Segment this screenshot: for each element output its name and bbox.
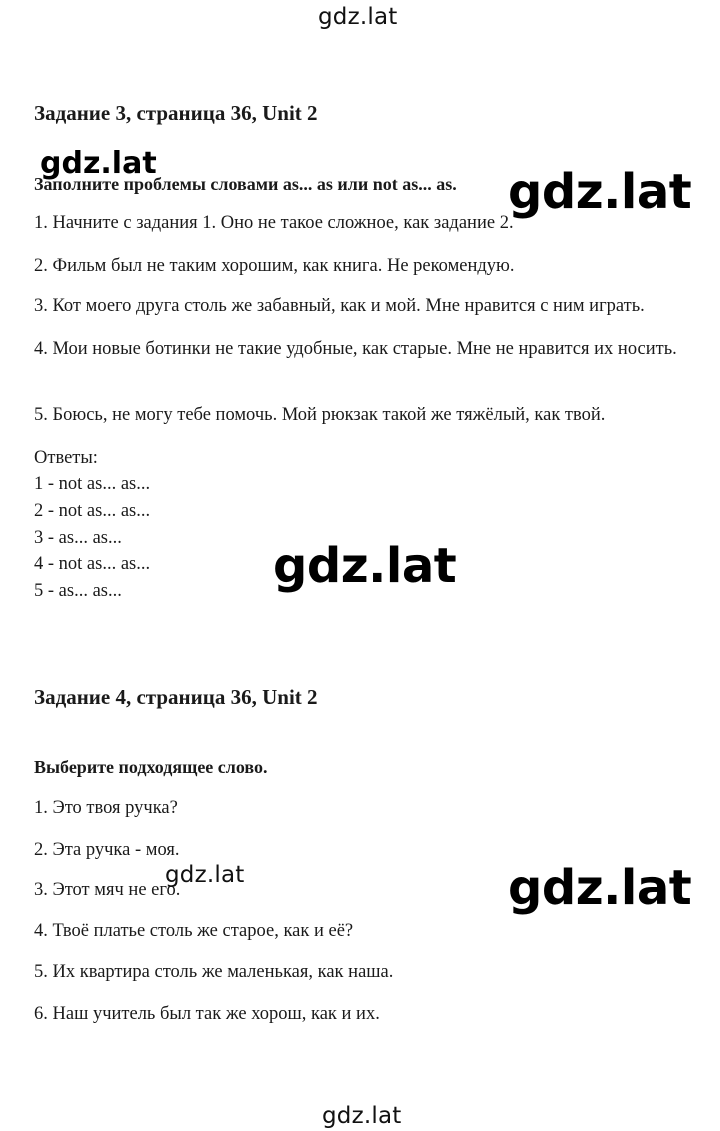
task3-sentence-3: 3. Кот моего друга столь же забавный, как и мой. Мне нравится с ним играть. [34,296,645,316]
answer-5: 5 - as... as... [34,581,122,601]
task3-sentence-4: 4. Мои новые ботинки не такие удобные, как старые. Мне не нравится их носить. [34,339,677,359]
task4-sentence-2: 2. Эта ручка - моя. [34,840,180,860]
task4-sentence-6: 6. Наш учитель был так же хорош, как и их. [34,1004,380,1024]
task4-sentence-4: 4. Твоё платье столь же старое, как и её? [34,921,354,941]
task4-sentence-1: 1. Это твоя ручка? [34,798,178,818]
task3-instruction: Заполните проблемы словами as... as или not as... as. [34,174,457,194]
watermark-upper-right: gdz.lat [508,164,692,220]
answers-label: Ответы: [34,448,98,468]
watermark-upper-left: gdz.lat [40,146,157,181]
answer-1: 1 - not as... as... [34,474,151,494]
watermark-top: gdz.lat [318,4,398,30]
task4-sentence-5: 5. Их квартира столь же маленькая, как наша. [34,962,394,982]
watermark-lower-right: gdz.lat [508,860,692,916]
task3-sentence-1: 1. Начните с задания 1. Оно не такое сложное, как задание 2. [34,213,514,233]
watermark-bottom: gdz.lat [322,1103,402,1129]
task4-sentence-3: 3. Этот мяч не его. [34,880,181,900]
task3-sentence-2: 2. Фильм был не таким хорошим, как книга. Не рекомендую. [34,256,515,276]
task4-heading: Задание 4, страница 36, Unit 2 [34,685,318,709]
task3-sentence-5: 5. Боюсь, не могу тебе помочь. Мой рюкзак такой же тяжёлый, как твой. [34,405,606,425]
watermark-middle: gdz.lat [273,538,457,594]
answer-2: 2 - not as... as... [34,501,151,521]
watermark-lower-left: gdz.lat [165,862,245,888]
answer-3: 3 - as... as... [34,528,122,548]
answer-4: 4 - not as... as... [34,554,151,574]
task3-heading: Задание 3, страница 36, Unit 2 [34,101,318,125]
task4-instruction: Выберите подходящее слово. [34,757,268,777]
